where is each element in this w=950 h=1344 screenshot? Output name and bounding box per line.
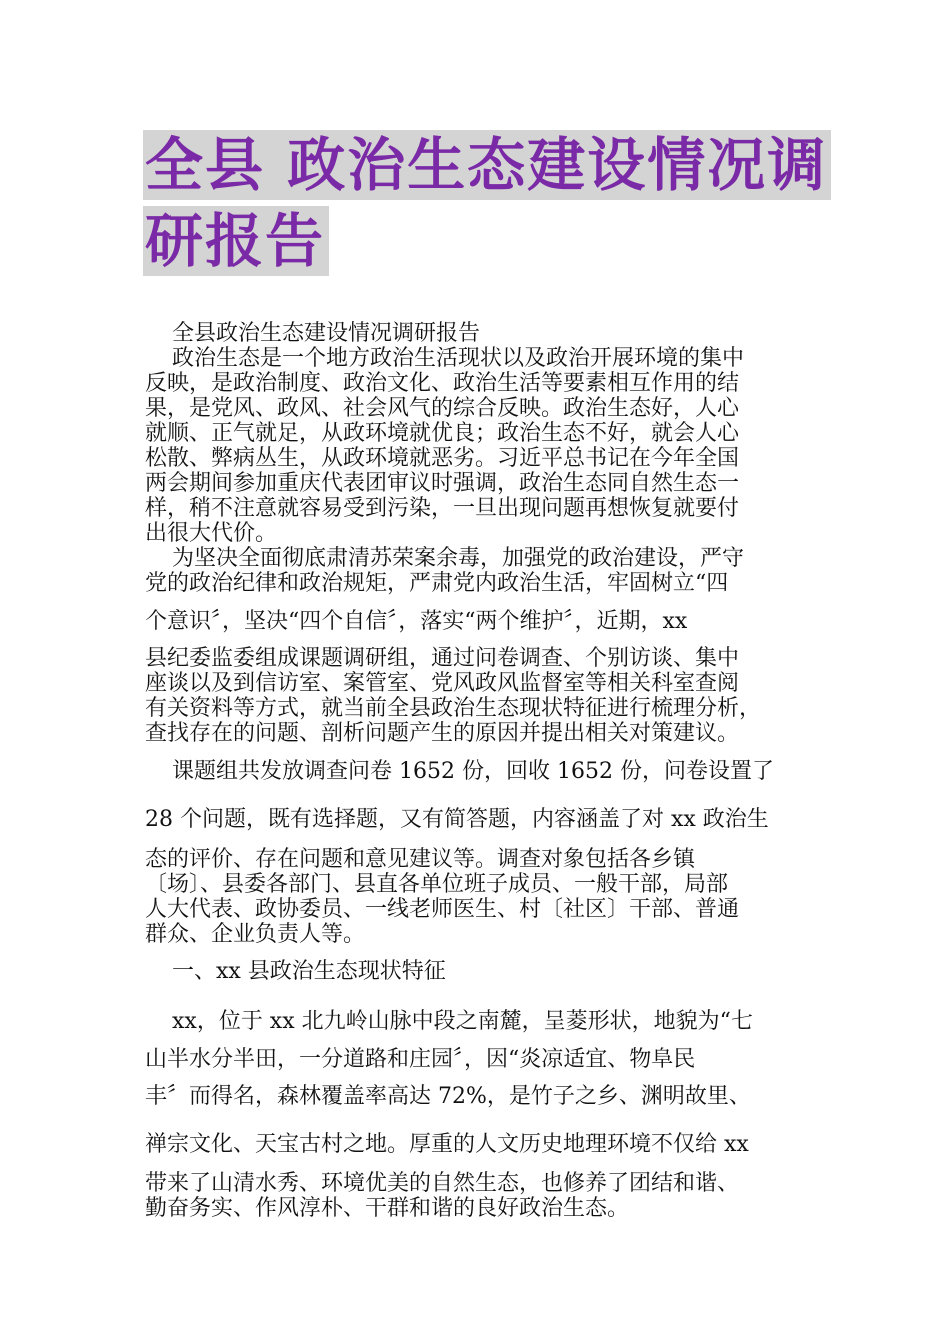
body-line: 样，稍不注意就容易受到污染，一旦出现问题再想恢复就要付 bbox=[145, 496, 740, 521]
body-line: 党的政治纪律和政治规矩，严肃党内政治生活，牢固树立“四 bbox=[145, 571, 729, 596]
body-line: 群众、企业负责人等。 bbox=[145, 922, 366, 947]
body-line: 人大代表、政协委员、一线老师医生、村〔社区〕干部、普通 bbox=[145, 897, 740, 922]
body-line: xx，位于 xx 北九岭山脉中段之南麓，呈菱形状，地貌为“七 bbox=[172, 1009, 753, 1034]
body-line: 县纪委监委组成课题调研组，通过问卷调查、个别访谈、集中 bbox=[145, 646, 740, 671]
body-line: 松散、弊病丛生，从政环境就恶劣。习近平总书记在今年全国 bbox=[145, 446, 740, 471]
document-title bbox=[143, 130, 828, 280]
body-line: 丰〞而得名，森林覆盖率高达 72%，是竹子之乡、渊明故里、 bbox=[145, 1084, 751, 1109]
title-line-1: 全县 政治生态建设情况调 bbox=[143, 130, 831, 200]
body-line: 山半水分半田，一分道路和庄园〞，因“炎凉适宜、物阜民 bbox=[145, 1047, 696, 1072]
body-line: 政治生态是一个地方政治生活现状以及政治开展环境的集中 bbox=[172, 346, 745, 371]
body-line: 28 个问题，既有选择题，又有简答题，内容涵盖了对 xx 政治生 bbox=[145, 807, 769, 832]
body-line: 反映，是政治制度、政治文化、政治生活等要素相互作用的结 bbox=[145, 371, 740, 396]
body-line: 态的评价、存在问题和意见建议等。调查对象包括各乡镇 bbox=[145, 847, 696, 872]
body-line: 有关资料等方式，就当前全县政治生态现状特征进行梳理分析， bbox=[145, 696, 762, 721]
body-line: 两会期间参加重庆代表团审议时强调，政治生态同自然生态一 bbox=[145, 471, 740, 496]
body-line: 查找存在的问题、剖析问题产生的原因并提出相关对策建议。 bbox=[145, 721, 740, 746]
body-line: 座谈以及到信访室、案管室、党风政风监督室等相关科室查阅 bbox=[145, 671, 740, 696]
body-line: 勤奋务实、作风淳朴、干群和谐的良好政治生态。 bbox=[145, 1196, 630, 1221]
section-heading: 一、xx 县政治生态现状特征 bbox=[172, 959, 446, 984]
body-line: 禅宗文化、天宝古村之地。厚重的人文历史地理环境不仅给 xx bbox=[145, 1132, 749, 1157]
body-heading: 全县政治生态建设情况调研报告 bbox=[172, 321, 481, 346]
body-line: 出很大代价。 bbox=[145, 521, 278, 546]
body-line: 就顺、正气就足，从政环境就优良；政治生态不好，就会人心 bbox=[145, 421, 740, 446]
body-line: 为坚决全面彻底肃清苏荣案余毒，加强党的政治建设，严守 bbox=[172, 546, 745, 571]
body-line: 个意识〞，坚决“四个自信〞，落实“两个维护〞，近期，xx bbox=[145, 609, 688, 634]
body-line: 带来了山清水秀、环境优美的自然生态，也修养了团结和谐、 bbox=[145, 1171, 740, 1196]
title-line-2: 研报告 bbox=[143, 206, 329, 276]
body-line: 果，是党风、政风、社会风气的综合反映。政治生态好，人心 bbox=[145, 396, 740, 421]
body-line: 课题组共发放调查问卷 1652 份，回收 1652 份，问卷设置了 bbox=[172, 759, 774, 784]
body-line: 〔场〕、县委各部门、县直各单位班子成员、一般干部，局部 bbox=[145, 872, 729, 897]
